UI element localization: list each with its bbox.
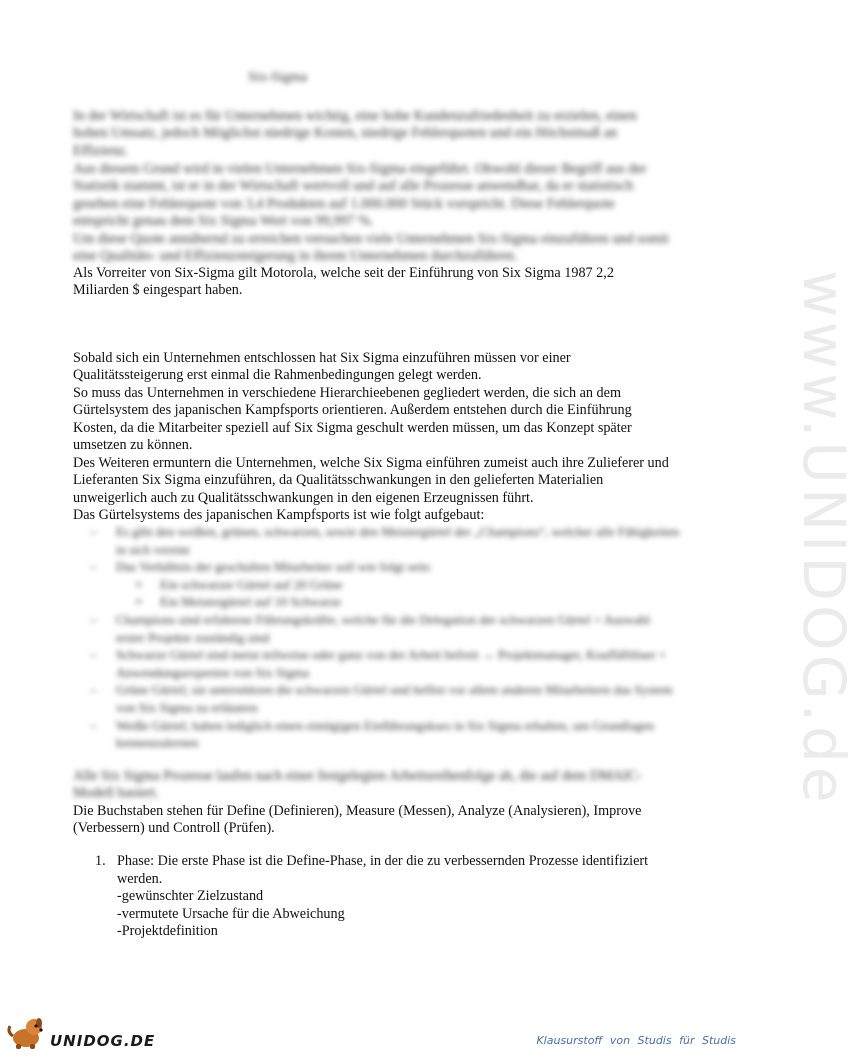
body-paragraph-1: Sobald sich ein Unternehmen entschlossen hat Six Sigma einzuführen müssen vor einer Qualitätssteigerung erst einmal die Rahmenbedingungen gelegt werden.	[73, 350, 571, 384]
belt-bullet-list	[90, 523, 680, 752]
phase-item: -gewünschter Zielzustand	[117, 888, 264, 905]
belt-sub-bullet: o Ein schwarzer Gürtel auf 20 Grüne	[90, 576, 680, 594]
intro-paragraph-1: In der Wirtschaft ist es für Unternehmen wichtig, eine hohe Kundenzufriedenheit zu erzielen, einen hohen Umsatz, jedoch Möglichst niedrige Kosten, niedrige Fehlerquoten und ein Höchstmaß an Effizienz.	[73, 108, 637, 159]
logo-text: UNIDOG.DE	[50, 1032, 156, 1050]
intro-paragraph-2: Aus diesem Grund wird in vielen Unternehmen Six-Sigma eingeführt. Obwohl dieser Begriff aus der Statistik stammt, ist er in der Wirtschaft wertvoll und auf alle Prozesse anwendbar, da er statistisch gesehen eine Fehlerquote von 3,4 Produkten auf 1.000.000 Stück vorspricht. Diese Fehlerquote entspricht genau dem Six Sigma Wert von 99,997 %.	[73, 161, 647, 230]
belt-bullet: – Es gibt den weißen, grünen, schwarzen, sowie den Meistergürtel der „Champions“, welcher alle Fähigkeiten in sich vereint	[90, 523, 680, 558]
belt-bullet: – Das Verhältnis der geschulten Mitarbeiter soll wie folgt sein:	[90, 558, 680, 576]
belt-bullet: – Grüne Gürtel; sie unterstützen die schwarzen Gürtel und helfen vor allem anderen Mitarbeitern das System von Six Sigma zu erläutern	[90, 681, 680, 716]
dog-mascot-icon	[6, 1014, 50, 1050]
unidog-logo	[6, 1014, 166, 1050]
watermark: www.UNIDOG.de	[790, 270, 858, 807]
belt-bullet: – Schwarze Gürtel sind meist teilweise oder ganz von der Arbeit befreit → Projektmanager, Koufläftlöser + Anwendungsexperten von Six Sigma	[90, 646, 680, 681]
belt-bullet: – Champions sind erfahrene Führungskräfte, welche für die Delegation der schwarzen Gürtel + Auswahl erster Projekte zuständig sind	[90, 611, 680, 646]
body-paragraph-2: So muss das Unternehmen in verschiedene Hierarchieebenen gegliedert werden, die sich an dem Gürtelsystem des japanischen Kampfsports orientieren. Außerdem entstehen durch die Einführung Kosten, da die Mitarbeiter speziell auf Six Sigma geschult werden müssen, um das Konzept später umsetzen zu können.	[73, 385, 632, 454]
motorola-paragraph: Als Vorreiter von Six-Sigma gilt Motorola, welche seit der Einführung von Six Sigma 1987 2,2 Miliarden $ eingespart haben.	[73, 265, 614, 299]
dmaic-intro: Alle Six Sigma Prozesse laufen nach einer festgelegten Arbeitsreihenfolge ab, die auf dem DMAIC-Modell basiert.	[73, 768, 642, 802]
belt-sub-bullet: o Ein Meistergürtel auf 10 Schwarze	[90, 593, 680, 611]
body-paragraph-3: Des Weiteren ermuntern die Unternehmen, welche Six Sigma einführen zumeist auch ihre Zulieferer und Lieferanten Six Sigma einzuführen, da Qualitätsschwankungen in den gelieferten Materialien unweigerlich auch zu Qualitätsschwankungen in den eigenen Erzeugnissen führt.	[73, 455, 669, 506]
belt-bullet: – Weiße Gürtel; haben lediglich einen eintägigen Einführungskurs in Six Sigma erhalten, um Grundlagen kennenzulernen	[90, 717, 680, 752]
letters-paragraph: Die Buchstaben stehen für Define (Definieren), Measure (Messen), Analyze (Analysieren), Improve (Verbessern) und Controll (Prüfen).	[73, 803, 642, 837]
phase-item: -vermutete Ursache für die Abweichung	[117, 905, 345, 922]
intro-paragraph-3: Um diese Quote annähernd zu erreichen versuchen viele Unternehmen Six-Sigma einzuführen und somit eine Qualitäts- und Effizienzsteigerung in ihrem Unternehmen durchzuführen.	[73, 231, 669, 265]
phase-item: -Projektdefinition	[117, 923, 218, 940]
phase-text: Phase: Die erste Phase ist die Define-Phase, in der die zu verbessernden Prozesse identifiziert werden.	[117, 853, 649, 887]
document-title: Six-Sigma	[248, 70, 308, 85]
footer-tagline: Klausurstoff von Studis für Studis	[536, 1034, 736, 1047]
phase-number: 1.	[95, 853, 106, 869]
phase-list	[95, 853, 655, 941]
body-paragraph-4: Das Gürtelsystems des japanischen Kampfsports ist wie folgt aufgebaut:	[73, 507, 485, 523]
